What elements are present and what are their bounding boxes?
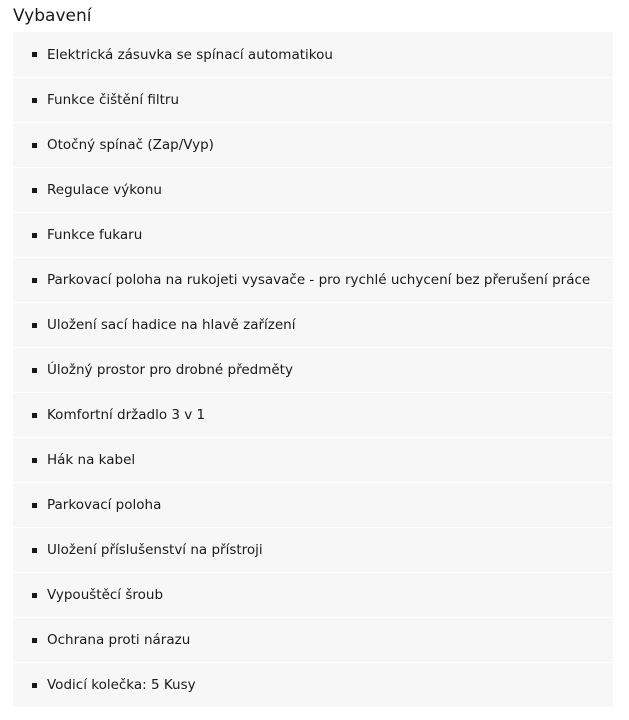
list-item [13,302,613,347]
feature-text: Funkce čištění filtru [47,92,180,108]
bullet-icon [32,368,37,373]
bullet-icon [32,503,37,508]
list-item [13,437,613,482]
list-item [13,167,613,212]
bullet-icon [32,52,37,57]
list-item [13,257,613,302]
list-item [13,212,613,257]
list-item [13,572,613,617]
list-item [13,617,613,662]
feature-text: Vypouštěcí šroub [47,587,164,603]
feature-text: Parkovací poloha [47,497,162,513]
bullet-icon [32,593,37,598]
list-item [13,32,613,77]
bullet-icon [32,638,37,643]
list-item [13,482,613,527]
bullet-icon [32,683,37,688]
list-item [13,122,613,167]
feature-text: Ochrana proti nárazu [47,632,191,648]
feature-text: Komfortní držadlo 3 v 1 [47,407,206,423]
bullet-icon [32,98,37,103]
bullet-icon [32,188,37,193]
bullet-icon [32,413,37,418]
section-title: Vybavení [13,6,92,26]
list-item [13,392,613,437]
feature-text: Funkce fukaru [47,227,143,243]
bullet-icon [32,458,37,463]
feature-text: Uložení sací hadice na hlavě zařízení [47,317,296,333]
feature-text: Úložný prostor pro drobné předměty [47,362,293,378]
bullet-icon [32,278,37,283]
bullet-icon [32,548,37,553]
feature-text: Regulace výkonu [47,182,162,198]
list-item [13,527,613,572]
list-item [13,347,613,392]
list-item [13,662,613,707]
feature-text: Parkovací poloha na rukojeti vysavače - pro rychlé uchycení bez přerušení práce [47,272,591,288]
list-item [13,77,613,122]
bullet-icon [32,143,37,148]
feature-text: Uložení příslušenství na přístroji [47,542,263,558]
feature-text: Elektrická zásuvka se spínací automatikou [47,46,333,63]
feature-text: Otočný spínač (Zap/Vyp) [47,137,214,153]
bullet-icon [32,233,37,238]
feature-text: Vodicí kolečka: 5 Kusy [47,677,196,693]
feature-list [13,32,613,707]
feature-text: Hák na kabel [47,452,136,468]
bullet-icon [32,323,37,328]
